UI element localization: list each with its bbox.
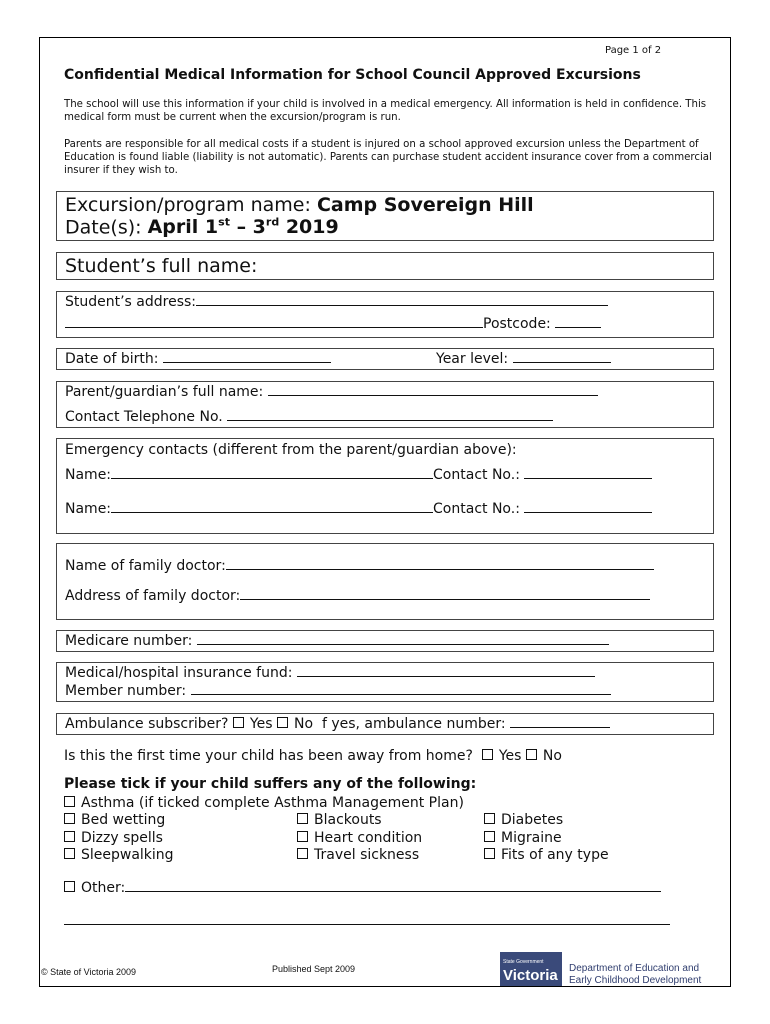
page-number: Page 1 of 2 (605, 45, 662, 56)
excursion-box (56, 191, 714, 241)
postcode-field[interactable] (555, 326, 601, 328)
dates-value: April 1st – 3rd 2019 (147, 216, 339, 239)
contact-phone-label: Contact Telephone No. (65, 409, 223, 425)
condition-item: Travel sickness (297, 847, 419, 863)
member-label: Member number: (65, 683, 187, 699)
condition-item: Migraine (484, 830, 562, 846)
parent-box (56, 381, 714, 428)
emergency-box (56, 438, 714, 534)
first-time-question: Is this the first time your child has been away from home? (64, 748, 473, 764)
dob-field[interactable] (163, 361, 331, 363)
emergency-row-1: Name: Contact No.: (65, 467, 652, 483)
doctor-box (56, 543, 714, 620)
ambulance-no-checkbox[interactable] (277, 717, 288, 728)
excursion-dates-row (65, 216, 339, 238)
asthma-checkbox[interactable] (64, 796, 75, 807)
insurance-label: Medical/hospital insurance fund: (65, 665, 293, 681)
doctor-name-field[interactable] (226, 568, 654, 570)
victoria-logo: State Government Victoria (500, 952, 562, 986)
copyright: © State of Victoria 2009 (41, 967, 137, 977)
ambulance-number-field[interactable] (510, 726, 610, 728)
first-time-yes-checkbox[interactable] (482, 749, 493, 760)
condition-item: Dizzy spells (64, 830, 163, 846)
year-level-field[interactable] (513, 361, 611, 363)
address-label: Student’s address: (65, 294, 197, 310)
contact-phone-field[interactable] (227, 419, 553, 421)
dob-box (56, 348, 714, 370)
liability-paragraph: Parents are responsible for all medical costs if a student is injured on a school approved excursion unless the Department of Education is found liable (liability is not automatic). Parents can purchase student accident insurance cover from a commercial insurer if they wish to. (64, 139, 712, 176)
student-name-box[interactable] (56, 252, 714, 280)
year-level-label: Year level: (436, 351, 509, 367)
medicare-field[interactable] (197, 643, 609, 645)
form-title: Confidential Medical Information for School Council Approved Excursions (64, 67, 641, 83)
address-line-1[interactable] (196, 304, 608, 306)
ec-name-field-1[interactable] (111, 477, 433, 479)
other-field[interactable] (125, 890, 661, 892)
address-box (56, 291, 714, 338)
dob-label: Date of birth: (65, 351, 159, 367)
ec-name-field-2[interactable] (111, 511, 433, 513)
ambulance-yes-label: Yes (249, 716, 273, 732)
emergency-row-2: Name: Contact No.: (65, 501, 652, 517)
postcode-label: Postcode: (483, 316, 551, 332)
insurance-box (56, 662, 714, 702)
intro-paragraph: The school will use this information if your child is involved in a medical emergency. All information is held in confidence. This medical form must be current when the excursion/program is run. (64, 99, 707, 123)
department-name: Department of Education and Early Childhood Development (569, 963, 702, 986)
ambulance-number-label: f yes, ambulance number: (321, 716, 506, 732)
address-line-2[interactable] (65, 326, 483, 328)
doctor-address-field[interactable] (240, 598, 650, 600)
condition-item: Diabetes (484, 812, 563, 828)
dates-label: Date(s): (65, 216, 142, 239)
member-field[interactable] (191, 693, 611, 695)
condition-item: Sleepwalking (64, 847, 174, 863)
excursion-name-value: Camp Sovereign Hill (316, 194, 534, 216)
published-date: Published Sept 2009 (272, 964, 356, 974)
other-checkbox[interactable] (64, 881, 75, 892)
ambulance-question: Ambulance subscriber? (65, 716, 229, 732)
doctor-address-label: Address of family doctor: (65, 588, 241, 604)
ambulance-yes-checkbox[interactable] (233, 717, 244, 728)
medicare-box (56, 630, 714, 652)
condition-item: Blackouts (297, 812, 382, 828)
condition-item: Fits of any type (484, 847, 609, 863)
emergency-label: Emergency contacts (different from the parent/guardian above): (65, 442, 517, 458)
asthma-row: Asthma (if ticked complete Asthma Management Plan) (64, 795, 464, 811)
parent-name-field[interactable] (268, 394, 598, 396)
parent-label: Parent/guardian’s full name: (65, 384, 264, 400)
conditions-heading: Please tick if your child suffers any of the following: (64, 776, 477, 792)
excursion-name-row (65, 194, 534, 216)
doctor-name-label: Name of family doctor: (65, 558, 226, 574)
ambulance-no-label: No (293, 716, 314, 732)
ec-contact-field-2[interactable] (524, 511, 652, 513)
other-line-2[interactable] (64, 924, 670, 925)
condition-item: Heart condition (297, 830, 422, 846)
first-time-row: Is this the first time your child has been away from home? Yes No (64, 748, 562, 764)
medicare-label: Medicare number: (65, 633, 193, 649)
excursion-name-label: Excursion/program name: (65, 194, 311, 216)
other-row: Other: (64, 880, 661, 896)
insurance-field[interactable] (297, 675, 595, 677)
first-time-no-checkbox[interactable] (526, 749, 537, 760)
ambulance-box (56, 713, 714, 735)
condition-item: Bed wetting (64, 812, 165, 828)
ec-contact-field-1[interactable] (524, 477, 652, 479)
student-name-label: Student’s full name: (65, 255, 258, 277)
